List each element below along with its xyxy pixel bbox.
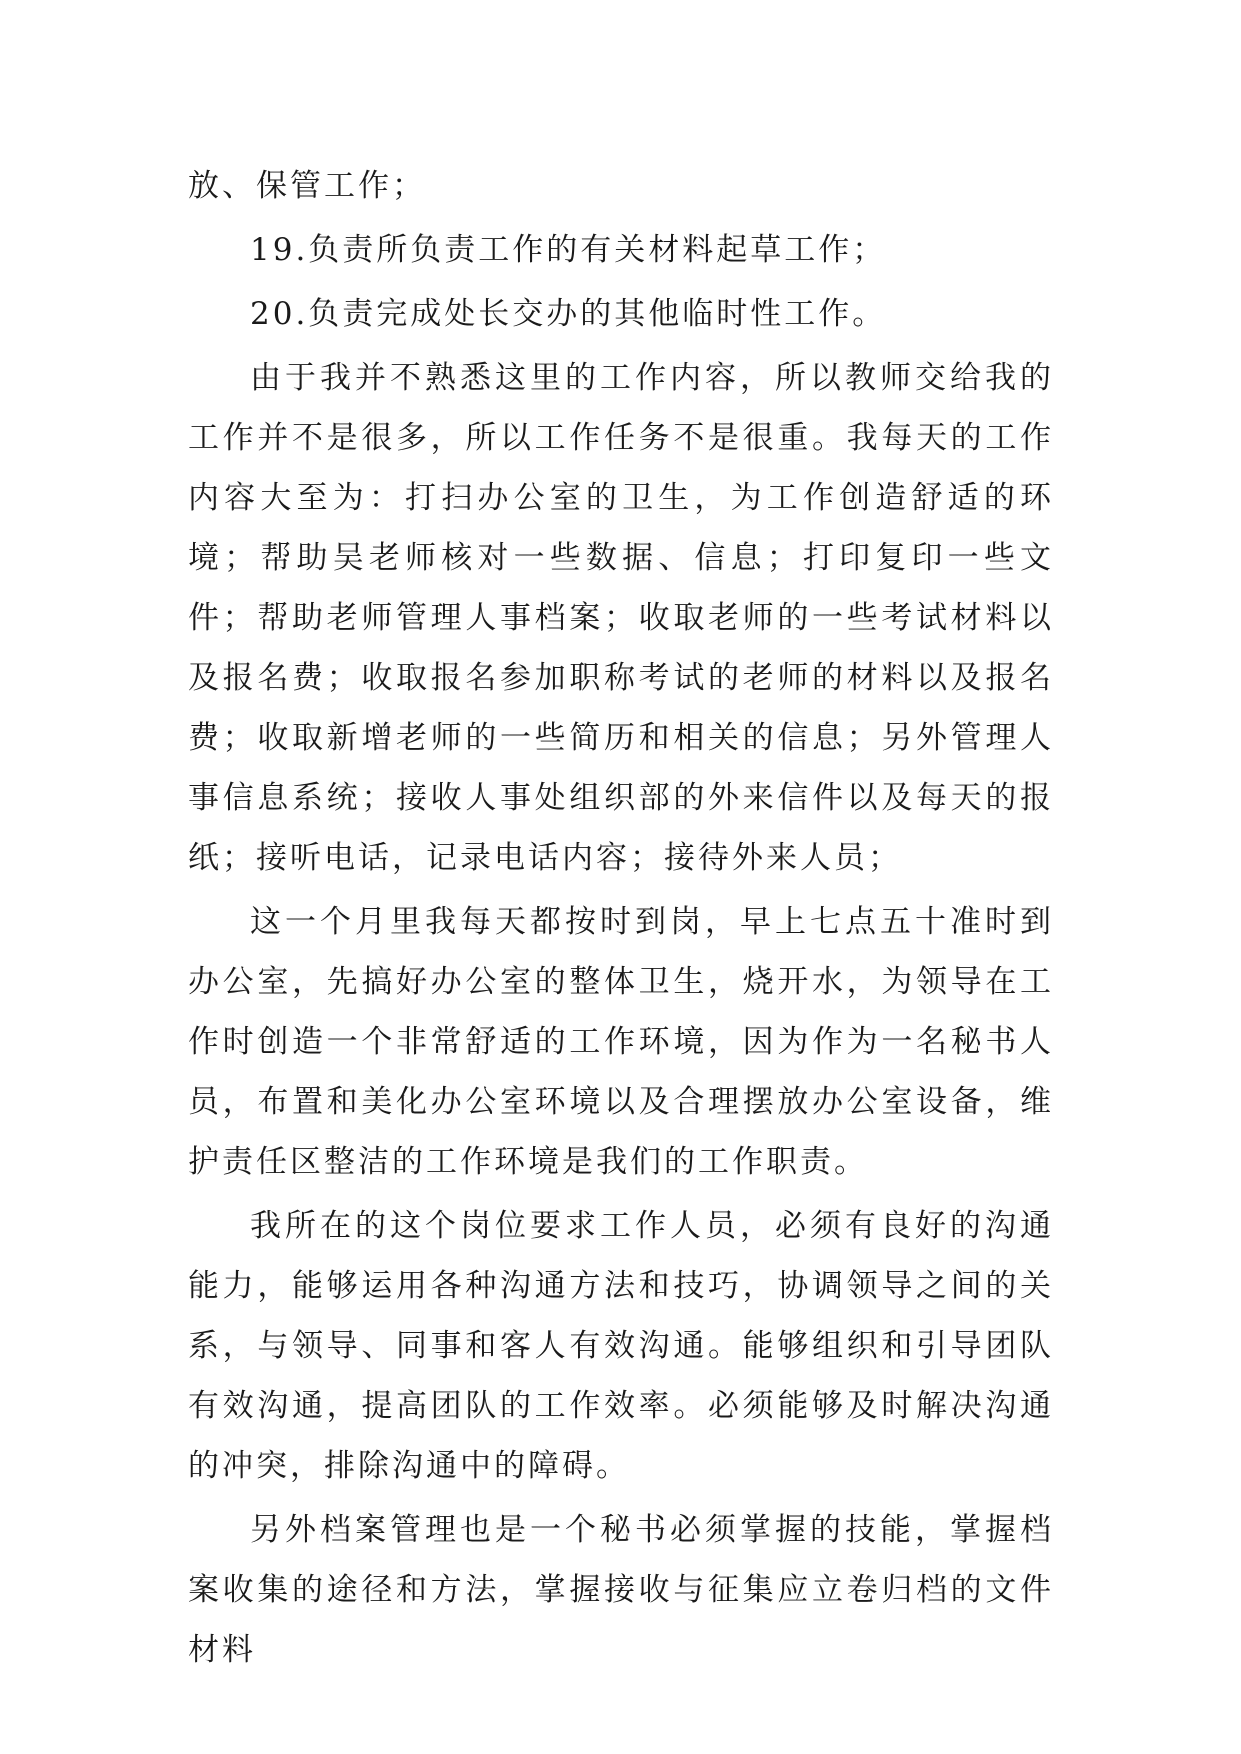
document-body [188,156,1054,1684]
paragraph-continuation: 放、保管工作； [188,168,426,204]
paragraph-communication: 我所在的这个岗位要求工作人员，必须有良好的沟通能力，能够运用各种沟通方法和技巧，协调领导之间的关系，与领导、同事和客人有效沟通。能够组织和引导团队有效沟通，提高团队的工作效率。必须能够及时解决沟通的冲突，排除沟通中的障碍。 [188,1208,1054,1484]
paragraph-daily-work: 由于我并不熟悉这里的工作内容，所以教师交给我的工作并不是很多，所以工作任务不是很重。我每天的工作内容大至为：打扫办公室的卫生，为工作创造舒适的环境；帮助吴老师核对一些数据、信息；打印复印一些文件；帮助老师管理人事档案；收取老师的一些考试材料以及报名费；收取报名参加职称考试的老师的材料以及报名费；收取新增老师的一些简历和相关的信息；另外管理人事信息系统；接收人事处组织部的外来信件以及每天的报纸；接听电话，记录电话内容；接待外来人员； [188,360,1054,876]
paragraph-punctuality: 这一个月里我每天都按时到岗，早上七点五十准时到办公室，先搞好办公室的整体卫生，烧开水，为领导在工作时创造一个非常舒适的工作环境，因为作为一名秘书人员，布置和美化办公室环境以及合理摆放办公室设备，维护责任区整洁的工作环境是我们的工作职责。 [188,904,1054,1180]
list-item-19: 19.负责所负责工作的有关材料起草工作； [250,232,887,268]
paragraph-archive-management: 另外档案管理也是一个秘书必须掌握的技能，掌握档案收集的途径和方法，掌握接收与征集应立卷归档的文件材料 [188,1512,1054,1668]
list-item-20: 20.负责完成处长交办的其他临时性工作。 [250,296,887,332]
